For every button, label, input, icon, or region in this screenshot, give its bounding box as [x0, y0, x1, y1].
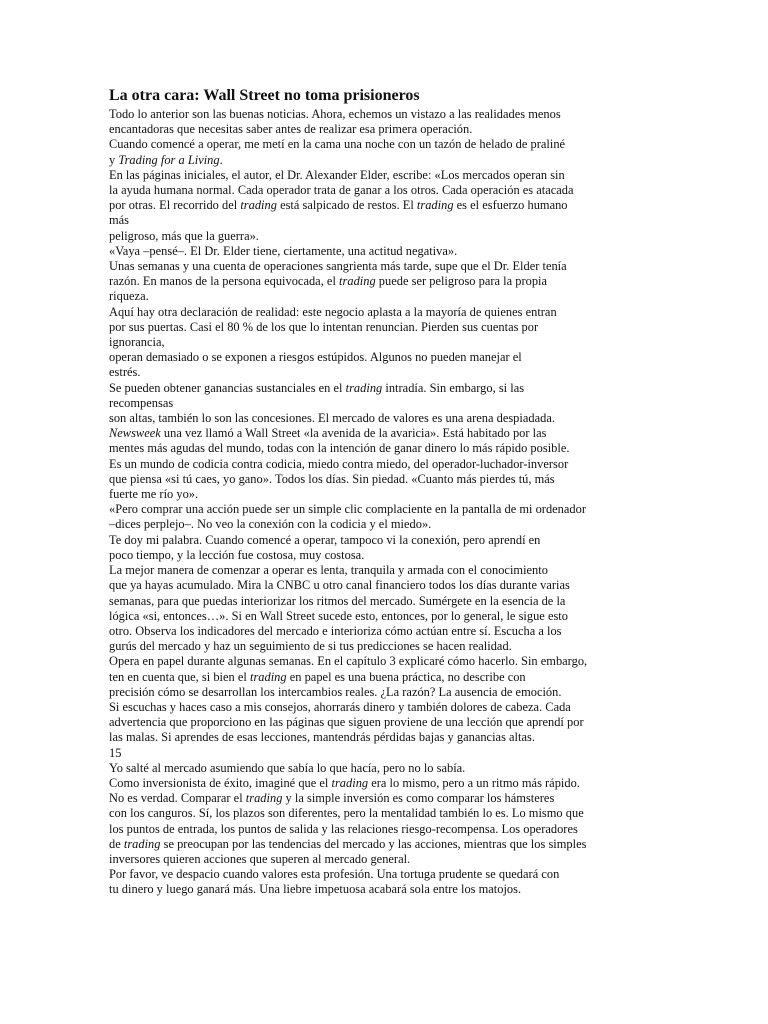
text-run: era lo mismo, pero a un ritmo más rápido. — [368, 775, 580, 790]
text-line: lógica «si, entonces…». Si en Wall Street sucede esto, entonces, por lo general, le sigue esto — [109, 608, 568, 623]
text-line: con los canguros. Sí, los plazos son diferentes, pero la mentalidad también lo es. Lo mismo que — [109, 806, 584, 821]
text-line: «Pero comprar una acción puede ser un simple clic complaciente en la pantalla de mi ordenador — [109, 502, 586, 517]
text-line: semanas, para que puedas interiorizar los ritmos del mercado. Sumérgete en la esencia de la — [109, 593, 566, 608]
text-run: en papel es una buena práctica, no describe con — [286, 669, 526, 684]
body-text — [109, 107, 661, 898]
text-line — [109, 670, 661, 685]
text-run: y — [109, 152, 119, 167]
text-line: más — [109, 213, 130, 228]
text-line: ignorancia, — [109, 335, 165, 350]
text-line: –dices perplejo–. No veo la conexión con la codicia y el miedo». — [109, 517, 432, 532]
text-line: Cuando comencé a operar, me metí en la cama una noche con un tazón de helado de praliné — [109, 137, 566, 152]
text-run: No es verdad. Comparar el — [109, 791, 246, 806]
text-run: una vez llamó a Wall Street «la avenida de la avaricia». Está habitado por las — [160, 426, 547, 441]
text-line: advertencia que proporciono en las páginas que siguen proviene de una lección que aprendí por — [109, 715, 584, 730]
text-line: Aquí hay otra declaración de realidad: este negocio aplasta a la mayoría de quienes entran — [109, 304, 557, 319]
text-line: recompensas — [109, 395, 174, 410]
italic-run: Newsweek — [109, 426, 161, 441]
text-run: . — [219, 152, 223, 167]
text-line — [109, 381, 661, 396]
text-line: Es un mundo de codicia contra codicia, miedo contra miedo, del operador-luchador-inversor — [109, 456, 569, 471]
text-run: Se pueden obtener ganancias sustanciales en el — [109, 380, 346, 395]
italic-run: Trading for a Living — [118, 152, 220, 167]
text-run: puede ser peligroso para la propia — [375, 274, 548, 289]
text-line: encantadoras que necesitas saber antes de realizar esa primera operación. — [109, 122, 473, 137]
text-run: Como inversionista de éxito, imaginé que el — [109, 775, 332, 790]
text-line — [109, 776, 661, 791]
italic-run: trading — [416, 198, 454, 213]
italic-run: trading — [331, 775, 369, 790]
text-line — [109, 837, 661, 852]
text-run: razón. En manos de la persona equivocada, el — [109, 274, 340, 289]
text-run: por otras. El recorrido del — [109, 198, 241, 213]
text-line — [109, 426, 661, 441]
text-line: Todo lo anterior son las buenas noticias. Ahora, echemos un vistazo a las realidades menos — [109, 107, 561, 121]
text-line: En las páginas iniciales, el autor, el Dr. Alexander Elder, escribe: «Los mercados operan sin — [109, 167, 565, 182]
text-line — [109, 274, 661, 289]
text-line: otro. Observa los indicadores del mercado e interioriza cómo actúan entre sí. Escucha a los — [109, 623, 562, 638]
text-line: estrés. — [109, 365, 141, 380]
text-run: ten en cuenta que, si bien el — [109, 669, 250, 684]
italic-run: trading — [123, 836, 161, 851]
text-line: operan demasiado o se exponen a riesgos estúpidos. Algunos no pueden manejar el — [109, 350, 522, 365]
text-line — [109, 791, 661, 806]
text-line: tu dinero y luego ganará más. Una liebre impetuosa acabará sola entre los matojos. — [109, 882, 522, 897]
text-line: los puntos de entrada, los puntos de salida y las relaciones riesgo-recompensa. Los operadores — [109, 821, 578, 836]
text-run: intradía. Sin embargo, si las — [382, 380, 525, 395]
text-line: riqueza. — [109, 289, 149, 304]
text-line: que piensa «si tú caes, yo gano». Todos los días. Sin piedad. «Cuanto más pierdes tú, más — [109, 471, 555, 486]
text-line: gurús del mercado y haz un seguimiento de si tus predicciones se hacen realidad. — [109, 639, 512, 654]
text-run: se preocupan por las tendencias del mercado y las acciones, mientras que los simples — [160, 836, 587, 851]
text-line: fuerte me río yo». — [109, 487, 199, 502]
text-line: «Vaya –pensé–. El Dr. Elder tiene, ciertamente, una actitud negativa». — [109, 243, 458, 258]
text-line: Yo salté al mercado asumiendo que sabía lo que hacía, pero no lo sabía. — [109, 760, 466, 775]
text-line — [109, 153, 661, 168]
text-line: que ya hayas acumulado. Mira la CNBC u otro canal financiero todos los días durante varias — [109, 578, 570, 593]
text-line: Por favor, ve despacio cuando valores esta profesión. Una tortuga prudente se quedará con — [109, 867, 560, 882]
page-number: 15 — [109, 745, 122, 760]
text-line: por sus puertas. Casi el 80 % de los que lo intentan renuncian. Pierden sus cuentas por — [109, 319, 539, 334]
text-line: precisión cómo se desarrollan los intercambios reales. ¿La razón? La ausencia de emoción. — [109, 684, 562, 699]
text-line: Te doy mi palabra. Cuando comencé a operar, tampoco vi la conexión, pero aprendí en — [109, 532, 541, 547]
text-line: son altas, también lo son las concesiones. El mercado de valores es una arena despiadada. — [109, 411, 555, 426]
text-line: La mejor manera de comenzar a operar es lenta, tranquila y armada con el conocimiento — [109, 563, 548, 578]
document-page — [109, 86, 661, 898]
text-line: inversores quieren acciones que superen al mercado general. — [109, 851, 411, 866]
text-run: está salpicado de restos. El — [276, 198, 417, 213]
text-line: Opera en papel durante algunas semanas. En el capítulo 3 explicaré cómo hacerlo. Sin embargo, — [109, 654, 588, 669]
text-line: la ayuda humana normal. Cada operador trata de ganar a los otros. Cada operación es atacada — [109, 183, 574, 198]
italic-run: trading — [345, 380, 383, 395]
italic-run: trading — [339, 274, 376, 289]
text-line: Si escuchas y haces caso a mis consejos, ahorrarás dinero y también dolores de cabeza. Cada — [109, 699, 571, 714]
text-line: poco tiempo, y la lección fue costosa, muy costosa. — [109, 547, 365, 562]
section-title: La otra cara: Wall Street no toma prisioneros — [109, 87, 420, 104]
text-line — [109, 198, 661, 213]
text-run: de — [109, 836, 124, 851]
text-run: es el esfuerzo humano — [453, 198, 568, 213]
italic-run: trading — [249, 669, 287, 684]
text-line: mentes más agudas del mundo, todas con la intención de ganar dinero lo más rápido posible. — [109, 441, 570, 456]
text-run: y la simple inversión es como comparar los hámsteres — [282, 791, 555, 806]
text-line: peligroso, más que la guerra». — [109, 228, 259, 243]
text-line: las malas. Si aprendes de esas lecciones, mantendrás pérdidas bajas y ganancias altas. — [109, 730, 535, 745]
italic-run: trading — [240, 198, 277, 213]
italic-run: trading — [245, 791, 283, 806]
text-line: Unas semanas y una cuenta de operaciones sangrienta más tarde, supe que el Dr. Elder tenía — [109, 259, 567, 274]
